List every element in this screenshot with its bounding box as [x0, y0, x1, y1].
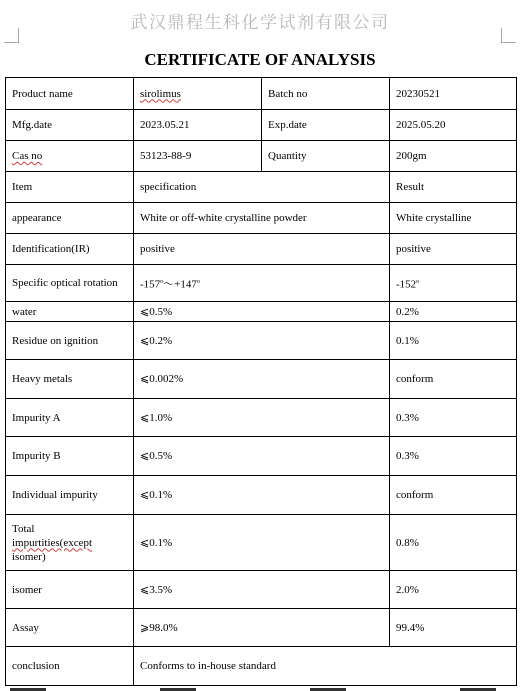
- row-spec: ⩽3.5%: [134, 571, 390, 609]
- column-header-item: Item: [6, 172, 134, 203]
- row-item: conclusion: [6, 647, 134, 686]
- row-result: 0.3%: [390, 399, 517, 437]
- cas-label: Cas no: [12, 150, 43, 162]
- coa-table: [5, 77, 517, 686]
- table-row: [6, 360, 517, 399]
- row-item: Residue on ignition: [6, 322, 134, 360]
- table-row: [6, 302, 517, 322]
- row-item: Specific optical rotation: [6, 265, 134, 302]
- row-result: 99.4%: [390, 609, 517, 647]
- row-item: Total impurtities(except isomer): [6, 515, 134, 571]
- document-title: CERTIFICATE OF ANALYSIS: [144, 50, 376, 69]
- row-spec: ⩽0.5%: [134, 437, 390, 476]
- batch-value: 20230521: [390, 78, 517, 110]
- row-spec: White or off-white crystalline powder: [134, 203, 390, 234]
- table-row: [6, 265, 517, 302]
- cas-value: 53123-88-9: [134, 141, 262, 172]
- row-result: 0.8%: [390, 515, 517, 571]
- column-header-result: Result: [390, 172, 517, 203]
- info-row-cas: [6, 141, 517, 172]
- row-item: water: [6, 302, 134, 322]
- row-result: 0.1%: [390, 322, 517, 360]
- row-spec: positive: [134, 234, 390, 265]
- table-row: [6, 476, 517, 515]
- row-item: Identification(IR): [6, 234, 134, 265]
- row-result: 0.3%: [390, 437, 517, 476]
- row-result: positive: [390, 234, 517, 265]
- table-row: [6, 399, 517, 437]
- table-header-row: [6, 172, 517, 203]
- table-row-conclusion: [6, 647, 517, 686]
- row-spec: ⩽0.2%: [134, 322, 390, 360]
- info-row-dates: [6, 110, 517, 141]
- row-item: Individual impurity: [6, 476, 134, 515]
- row-result: 2.0%: [390, 571, 517, 609]
- row-item: appearance: [6, 203, 134, 234]
- table-row: [6, 515, 517, 571]
- row-item: Impurity A: [6, 399, 134, 437]
- table-row: [6, 203, 517, 234]
- row-spec: ⩽0.1%: [134, 515, 390, 571]
- column-header-spec: specification: [134, 172, 390, 203]
- row-result: White crystalline: [390, 203, 517, 234]
- row-spec: $-157^o\sim+147^o$: [134, 265, 390, 302]
- row-item: Assay: [6, 609, 134, 647]
- row-item: Heavy metals: [6, 360, 134, 399]
- row-item: isomer: [6, 571, 134, 609]
- row-spec: ⩽1.0%: [134, 399, 390, 437]
- row-result: conform: [390, 360, 517, 399]
- quantity-label: Quantity: [262, 141, 390, 172]
- row-result: -152$^o$: [390, 265, 517, 302]
- row-spec: ⩽0.1%: [134, 476, 390, 515]
- table-row: [6, 234, 517, 265]
- table-row: [6, 322, 517, 360]
- conclusion-text: Conforms to in-house standard: [134, 647, 517, 686]
- row-spec: ⩾98.0%: [134, 609, 390, 647]
- mfg-date-value: 2023.05.21: [134, 110, 262, 141]
- quantity-value: 200gm: [390, 141, 517, 172]
- row-result: 0.2%: [390, 302, 517, 322]
- company-name: 武汉鼎程生科化学试剂有限公司: [130, 13, 390, 33]
- table-row: [6, 437, 517, 476]
- table-row: [6, 571, 517, 609]
- mfg-date-label: Mfg.date: [6, 110, 134, 141]
- product-name-value: sirolimus: [140, 87, 181, 100]
- row-spec: ⩽0.5%: [134, 302, 390, 322]
- info-row-product: [6, 78, 517, 110]
- product-name-label: Product name: [6, 78, 134, 110]
- row-result: conform: [390, 476, 517, 515]
- row-spec: ⩽0.002%: [134, 360, 390, 399]
- row-item: Impurity B: [6, 437, 134, 476]
- table-row: [6, 609, 517, 647]
- batch-label: Batch no: [262, 78, 390, 110]
- exp-date-label: Exp.date: [262, 110, 390, 141]
- exp-date-value: 2025.05.20: [390, 110, 517, 141]
